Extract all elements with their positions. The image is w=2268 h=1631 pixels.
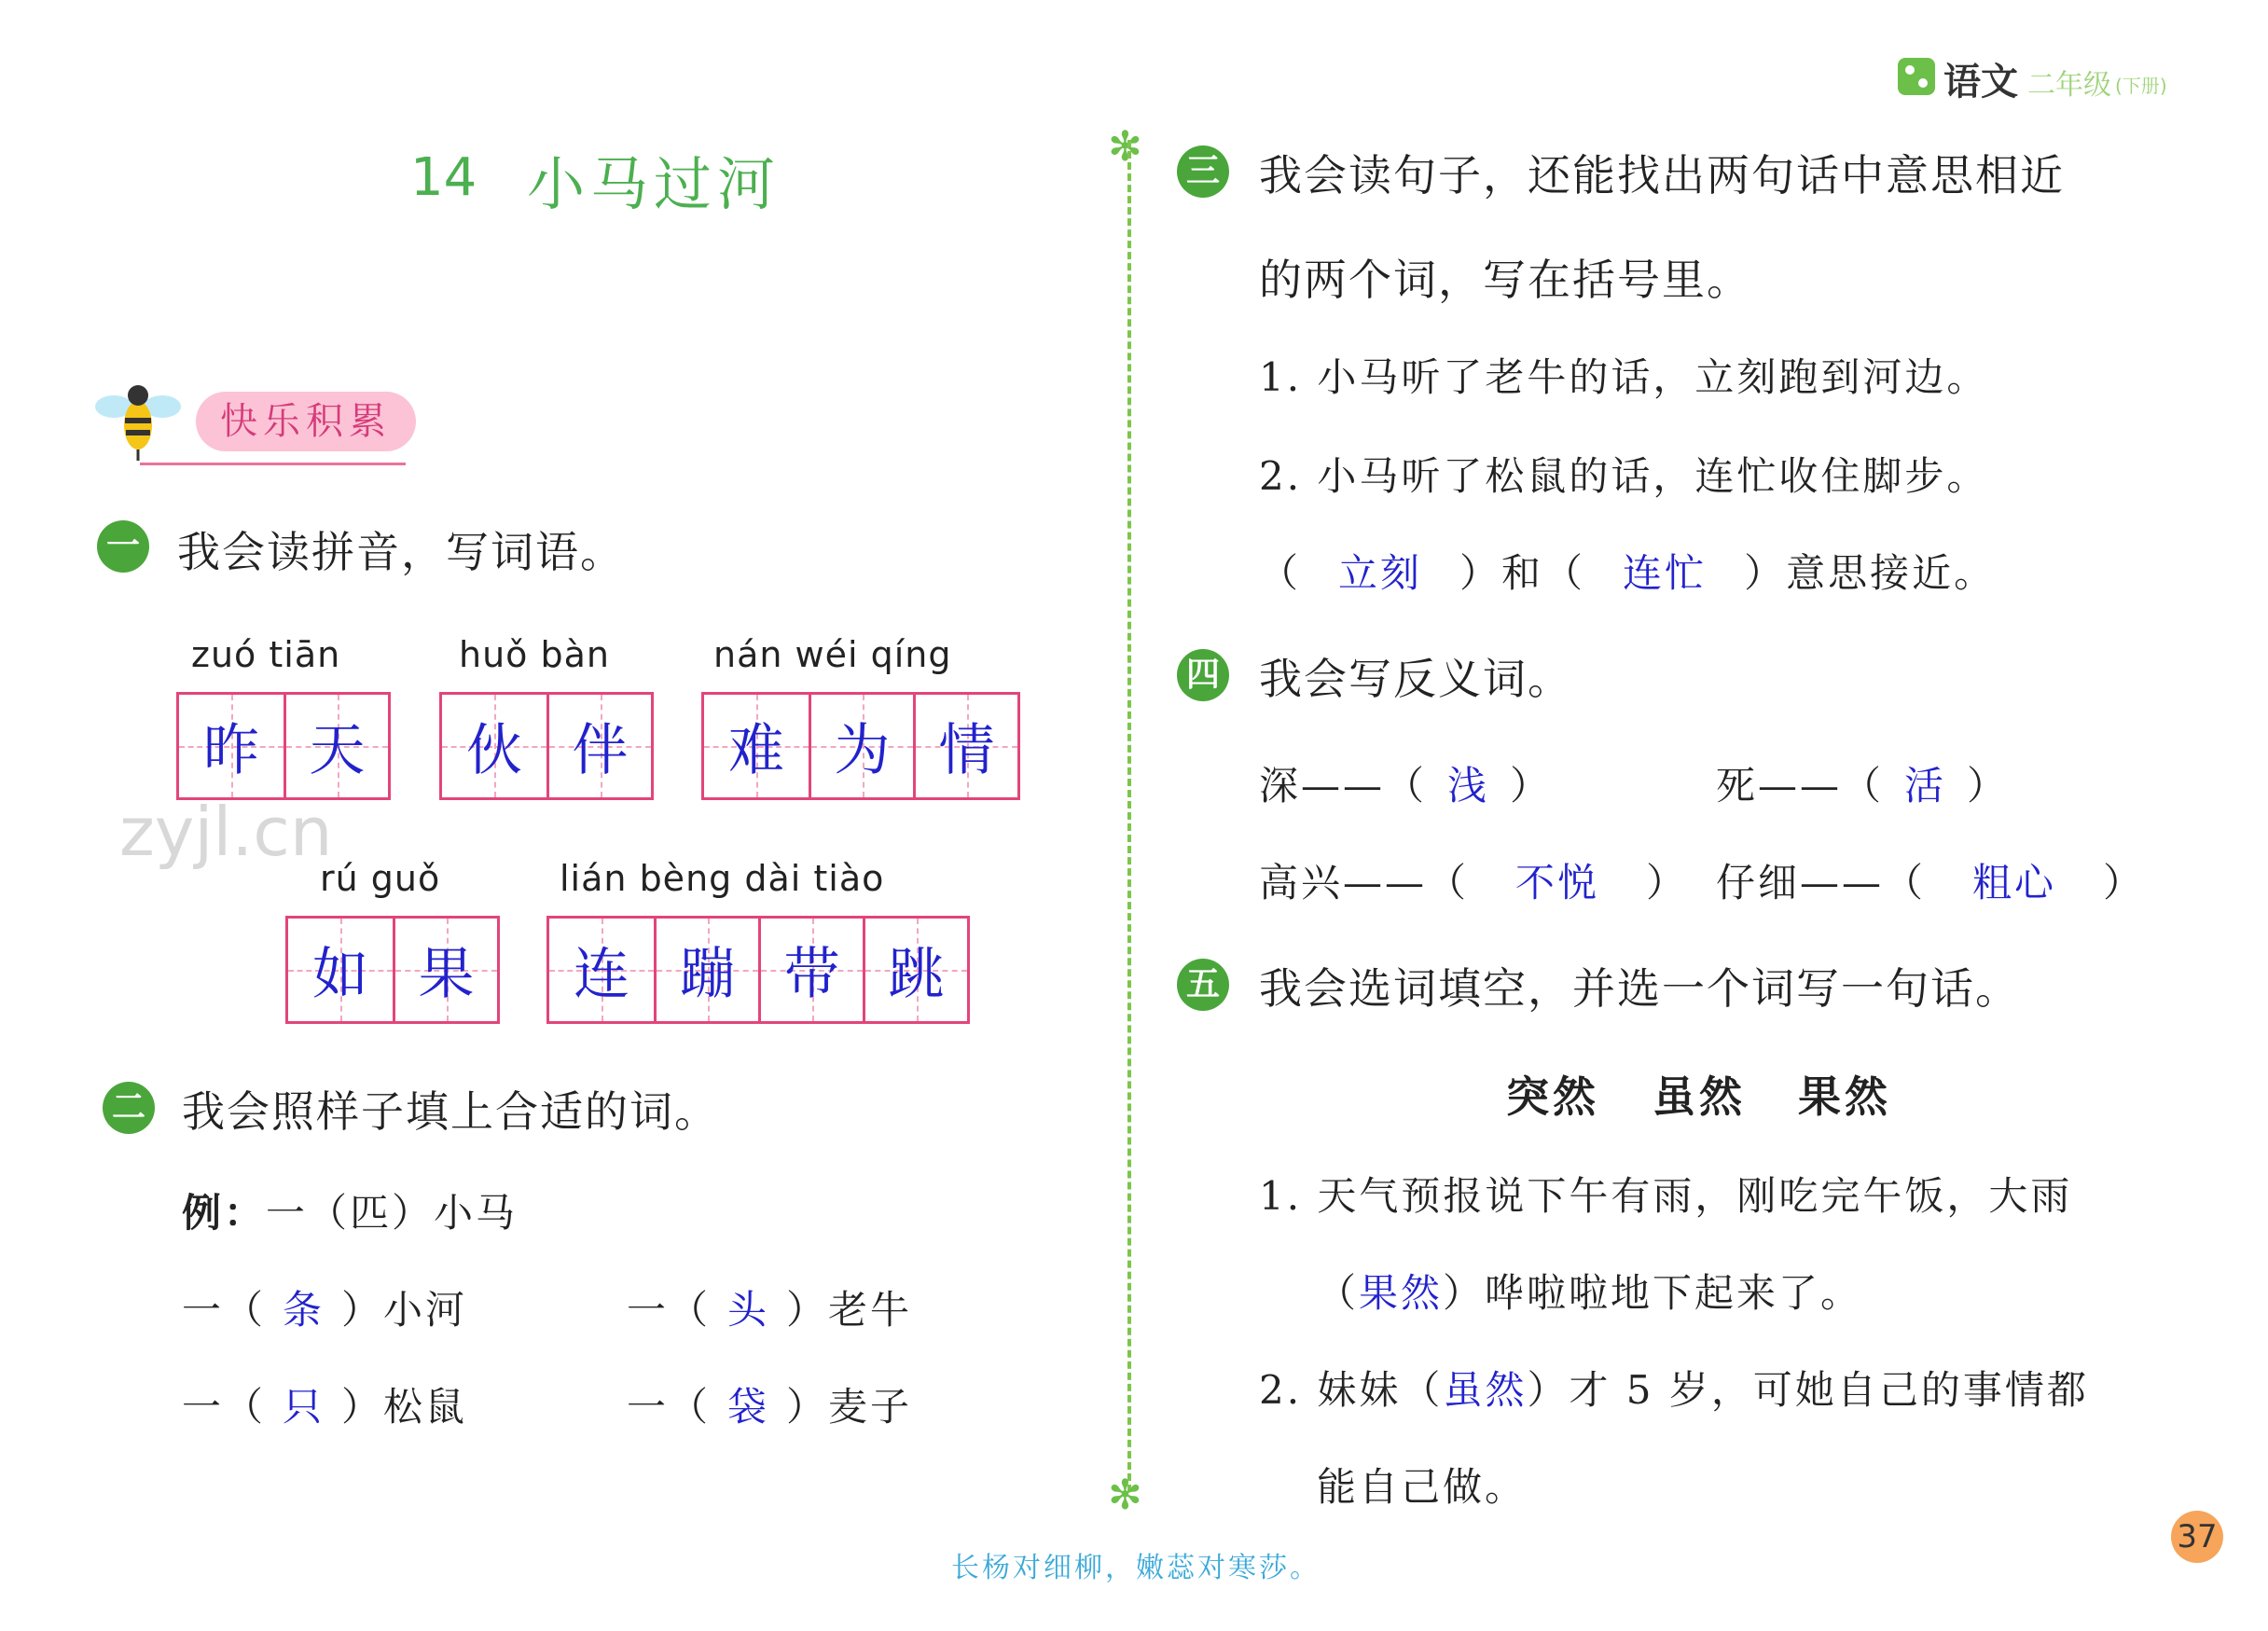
q3-answer-1: 立刻 — [1338, 550, 1423, 596]
q2-example-label: 例： — [182, 1190, 267, 1236]
section-tag-underline — [140, 463, 406, 465]
q1-pinyin-5: lián bèng dài tiào — [560, 858, 885, 899]
brand-volume-wrap: (下册) — [2115, 75, 2167, 97]
q5-answer-2: 虽然 — [1443, 1367, 1528, 1413]
char-cell: 果 — [393, 919, 497, 1021]
char-cell: 蹦 — [654, 919, 758, 1021]
q2-answer-2: 头 — [727, 1287, 770, 1333]
char-cell: 难 — [704, 695, 809, 797]
q5-option-2: 虽然 — [1653, 1071, 1746, 1122]
q4-answer-2: 活 — [1904, 763, 1947, 809]
brand-grade: 二年级 — [2027, 69, 2111, 102]
q5-option-3: 果然 — [1798, 1071, 1891, 1122]
q2-answer-3: 只 — [283, 1384, 325, 1430]
q2-item-4: 一（ 袋 ）麦子 — [627, 1384, 913, 1430]
brand-logo-icon — [1898, 58, 1935, 95]
q4-pair-4: 仔细——（ 粗心 ） — [1716, 860, 2146, 905]
char-cell: 昨 — [179, 695, 284, 797]
char-cell: 天 — [284, 695, 388, 797]
q1-badge: 一 — [97, 520, 149, 573]
brand-subject: 语文 — [1943, 61, 2018, 104]
q4-pair-3: 高兴——（ 不悦 ） — [1259, 860, 1689, 905]
q4-pair-2: 死——（ 活 ） — [1716, 763, 2010, 809]
char-cell: 如 — [288, 919, 393, 1021]
q2-answer-4: 袋 — [727, 1384, 770, 1430]
q1-pinyin-1: zuó tiān — [191, 634, 341, 675]
q5-answer-1: 果然 — [1359, 1270, 1444, 1316]
brand-volume: 下册 — [2122, 75, 2160, 97]
watermark: zyjl.cn — [119, 793, 333, 871]
q2-item-3: 一（ 只 ）松鼠 — [182, 1384, 468, 1430]
q5-sentence-2-line1: 2. 妹妹（虽然）才 5 岁，可她自己的事情都 — [1259, 1367, 2089, 1413]
lesson-number: 14 — [410, 147, 477, 208]
q4-badge: 四 — [1177, 649, 1229, 701]
char-cell: 伴 — [546, 695, 651, 797]
char-cell: 为 — [809, 695, 913, 797]
footer-motto: 长杨对细柳，嫩蕊对寒莎。 — [951, 1552, 1321, 1584]
char-cell: 跳 — [863, 919, 967, 1021]
q1-word-box-3 — [701, 692, 1020, 800]
q3-title-line1: 我会读句子，还能找出两句话中意思相近 — [1259, 150, 2065, 200]
char-cell: 连 — [549, 919, 654, 1021]
char-cell: 带 — [758, 919, 863, 1021]
q3-badge: 三 — [1177, 145, 1229, 198]
q3-sentence-2: 2. 小马听了松鼠的话，连忙收住脚步。 — [1259, 453, 1989, 499]
q3-sentence-1: 1. 小马听了老牛的话，立刻跑到河边。 — [1259, 354, 1989, 400]
q5-badge: 五 — [1177, 959, 1229, 1011]
column-divider — [1127, 140, 1131, 1492]
q5-option-1: 突然 — [1506, 1071, 1599, 1122]
q3-answer-2: 连忙 — [1623, 550, 1708, 596]
q4-answer-3: 不悦 — [1515, 860, 1600, 905]
char-cell: 伙 — [442, 695, 546, 797]
q1-word-box-2 — [439, 692, 654, 800]
q1-word-box-4 — [285, 916, 500, 1024]
q2-item-1: 一（ 条 ）小河 — [182, 1287, 468, 1333]
q2-title: 我会照样子填上合适的词。 — [182, 1086, 719, 1137]
q2-badge: 二 — [103, 1082, 155, 1134]
q5-title: 我会选词填空，并选一个词写一句话。 — [1259, 963, 2020, 1014]
q2-example — [182, 1182, 518, 1238]
flower-bottom-icon: ✻ — [1108, 1472, 1142, 1519]
q4-pair-1: 深——（ 浅 ） — [1259, 763, 1553, 809]
flower-top-icon: ✻ — [1108, 123, 1142, 171]
q1-pinyin-2: huǒ bàn — [459, 634, 610, 675]
page-number: 37 — [2171, 1511, 2223, 1563]
q4-answer-1: 浅 — [1447, 763, 1490, 809]
char-cell: 情 — [913, 695, 1017, 797]
q3-title-line2: 的两个词，写在括号里。 — [1259, 255, 1751, 305]
q2-item-2: 一（ 头 ）老牛 — [627, 1287, 913, 1333]
q5-sentence-1-line2: （果然）哗啦啦地下起来了。 — [1317, 1270, 1863, 1316]
q4-answer-4: 粗心 — [1972, 860, 2057, 905]
q1-pinyin-3: nán wéi qíng — [713, 634, 952, 675]
bee-icon — [93, 371, 187, 464]
q4-title: 我会写反义词。 — [1259, 654, 1572, 704]
q1-word-box-5 — [546, 916, 970, 1024]
lesson-title: 小马过河 — [527, 150, 781, 218]
section-tag: 快乐积累 — [196, 392, 416, 451]
q1-title: 我会读拼音，写词语。 — [177, 527, 625, 577]
q5-sentence-2-line2: 能自己做。 — [1317, 1464, 1528, 1510]
q5-sentence-1-line1: 1. 天气预报说下午有雨，刚吃完午饭，大雨 — [1259, 1173, 2073, 1219]
q1-pinyin-4: rú guǒ — [320, 858, 441, 899]
q2-example-text: 一（匹）小马 — [266, 1190, 519, 1236]
q2-answer-1: 条 — [283, 1287, 325, 1333]
q1-word-box-1 — [176, 692, 391, 800]
q3-fill: （ 立刻 ）和（ 连忙 ）意思接近。 — [1259, 550, 1997, 596]
